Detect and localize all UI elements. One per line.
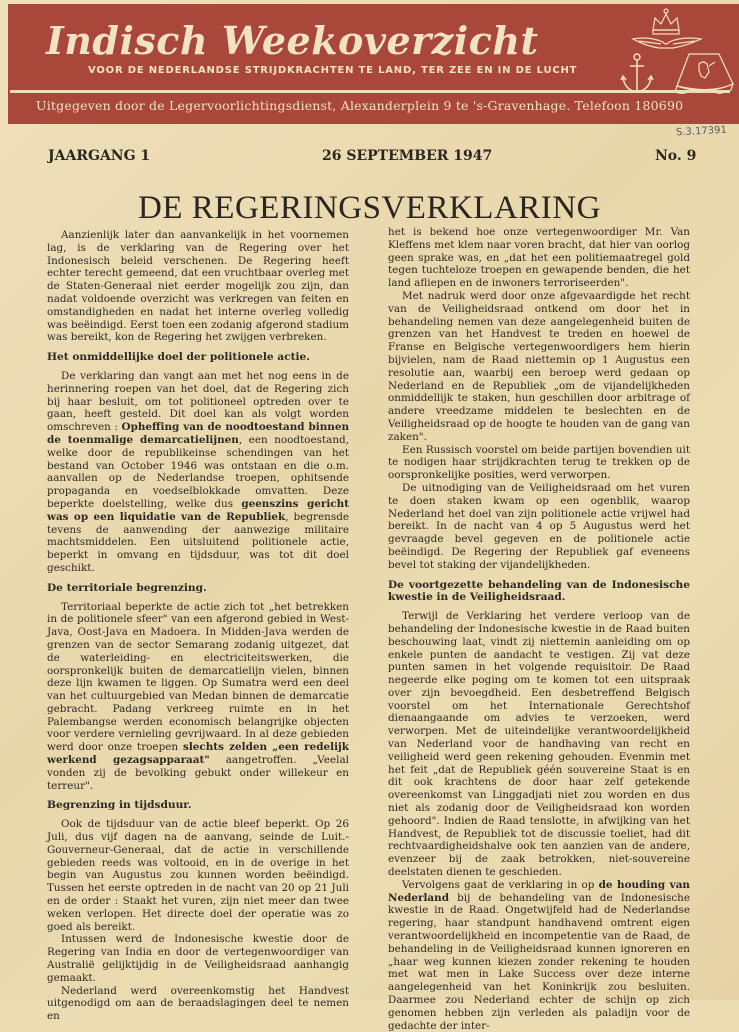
volume-label: JAARGANG 1	[48, 148, 151, 164]
paragraph: Nederland werd overeenkomstig het Handvest uitgenodigd om aan de beraadslagingen deel te nemen en	[47, 984, 349, 1023]
anchor-icon	[621, 54, 653, 92]
paragraph: Een Russisch voorstel om beide partijen bovendien uit te nodigen haar strijdkrachten terug te trekken op de oorspronkelijke posities, werd verworpen.	[388, 443, 690, 482]
paragraph	[388, 879, 690, 1032]
masthead-banner	[8, 4, 739, 124]
article-headline: DE REGERINGSVERKLARING	[138, 190, 601, 226]
text-run: , een noodtoestand, welke door de republikeinse schendingen van het bestand van October 1946 was ontstaan en die o.m. aanvallen op de Nederlandse troepen, ophitsende propaganda en voedselblokkade omvatten. Deze beperkte doelstelling, welke dus	[47, 433, 349, 510]
text-run: Vervolgens gaat de verklaring in op	[402, 878, 599, 891]
article-column-right	[388, 226, 690, 1032]
section-heading: De territoriale begrenzing.	[47, 581, 207, 594]
section-heading: Het onmiddellijke doel der politionele actie.	[47, 351, 310, 364]
bold-text-run: geenszins gericht was op een liquidatie van de Republiek	[47, 497, 349, 523]
issue-date: 26 SEPTEMBER 1947	[322, 148, 493, 164]
paragraph: Met nadruk werd door onze afgevaardigde het recht van de Veiligheidsraad ontkend om door het in behandeling nemen van deze aangelegenheid buiten de grenzen van het Handvest te treden en hoewel de Franse en Belgische vertegenwoordigers hem hierin bijvielen, nam de Raad niettemin op 1 Augustus een resolutie aan, waarbij een beroep werd gedaan op Nederland en de Republiek „om de vijandelijkheden onmiddellijk te staken, hun geschillen door arbitrage of andere vreedzame middelen te beslechten en de Veiligheidsraad op de hoogte te houden van de gang van zaken".	[388, 289, 690, 443]
lion-shield-icon	[675, 54, 733, 94]
emblem-svg	[611, 6, 739, 94]
bold-text-run: slechts zelden „een redelijk werkend gezagsapparaat"	[47, 741, 349, 767]
newspaper-subtitle: VOOR DE NEDERLANDSE STRIJDKRACHTEN TE LAND, TER ZEE EN IN DE LUCHT	[88, 65, 578, 76]
text-run: Territoriaal beperkte de actie zich tot „het betrekken in de politionele sfeer" van een afgerond gebied in West-Java, Oost-Java en Madoera. In Midden-Java werden de grenzen van de sector Semarang zodanig uitgezet, dat de waterleiding- en electriciteitswerken, die oorspronkelijk buiten de demarcatielijn vielen, binnen deze lijn kwamen te liggen. Op Sumatra werd een deel van het cultuurgebied van Medan binnen de demarcatie gebracht. Padang verkreeg ruimte en in het Palembangse werden economisch belangrijke objecten voor verdere vernieling gevrijwaard. In al deze gebieden werd door onze troepen	[47, 600, 349, 754]
wings-icon	[633, 38, 701, 48]
section-heading: De voortgezette behandeling van de Indonesische kwestie in de Veiligheidsraad.	[388, 578, 690, 604]
text-run: , begrensde tevens de aanwending der aanwezige militaire machtsmiddelen. Een uitsluitend politionele actie, beperkt in omvang en tijdsduur, was tot dit doel geschikt.	[47, 510, 349, 574]
paragraph	[47, 370, 349, 575]
text-run: aangetroffen. „Veelal vonden zij de bevolking gebukt onder willekeur en terreur".	[47, 754, 349, 792]
paragraph: Terwijl de Verklaring het verdere verloop van de behandeling der Indonesische kwestie in de Raad buiten beschouwing laat, vindt zij niettemin aanleiding om op enkele punten de aandacht te vestigen. Zij vat deze punten samen in het volgende requisitoir. De Raad negeerde elke poging om te komen tot een uitspraak over zijn bevoegdheid. Een desbetreffend Belgisch voorstel om het Internationale Gerechtshof dienaangaande om advies te verzoeken, werd verworpen. Met de uiteindelijke verantwoordelijkheid van Nederland voor de handhaving van recht en veiligheid werd geen rekening gehouden. Evenmin met het feit „dat de Republiek géén souvereine Staat is en dit ook krachtens de door haar zelf getekende overeenkomst van Linggadjati niet zou worden en dus niet als zodanig door de Veiligheidsraad kon worden gehoord". Indien de Raad tenslotte, in afwijking van het Handvest, de Republiek tot de discussie toeliet, had dit rechtvaardigheidshalve ook ten aanzien van de andere, evenzeer bij de zaak betrokken, niet-souvereine deelstaten dienen te geschieden.	[388, 610, 690, 879]
paragraph: het is bekend hoe onze vertegenwoordiger Mr. Van Kleffens met klem naar voren bracht, dat hier van oorlog geen sprake was, en „dat het een politiemaatregel gold tegen tuchteloze troepen en gewapende benden, die het land afliepen en de inwoners terroriseerden".	[388, 226, 690, 290]
bold-text-run: Opheffing van de noodtoestand binnen de toenmalige demarcatielijnen	[47, 421, 349, 446]
bold-text-run: de houding van Nederland	[388, 878, 690, 904]
paragraph: Ook de tijdsduur van de actie bleef beperkt. Op 26 Juli, dus vijf dagen na de aanvang, seinde de Luit.-Gouverneur-Generaal, dat de actie in verschillende gebieden reeds was voltooid, en in de overige in het begin van Augustus zou kunnen worden beëindigd. Tussen het eerste optreden in de nacht van 20 op 21 Juli en de order : Staakt het vuren, zijn niet meer dan twee weken verlopen. Het directe doel der operatie was zo goed als bereikt.	[47, 818, 349, 933]
handwritten-archive-number: S.3.17391	[675, 124, 728, 139]
emblem-group	[611, 6, 739, 94]
paragraph: Intussen werd de Indonesische kwestie door de Regering van India en door de vertegenwoordiger van Australië gelijktijdig in de Veiligheidsraad aanhangig gemaakt.	[47, 933, 349, 984]
paragraph: Aanzienlijk later dan aanvankelijk in het voornemen lag, is de verklaring van de Regering over het Indonesisch beleid verschenen. De Regering heeft echter terecht gemeend, dat een vruchtbaar overleg met de Staten-Generaal niet eerder mogelijk zou zijn, dan nadat voldoende overzicht was verkregen van feiten en omstandigheden en nadat het interne overleg volledig was beëindigd. Eerst toen een zodanig afgerond stadium was bereikt, kon de Regering het zwijgen verbreken.	[47, 229, 349, 344]
paragraph: De uitnodiging van de Veiligheidsraad om het vuren te doen staken kwam op een ogenblik, waarop Nederland het doel van zijn politionele actie vrijwel had bereikt. In de nacht van 4 op 5 Augustus werd het gevraagde bevel gegeven en de politionele actie beëindigd. De Regering der Republiek gaf eveneens bevel tot staking der vijandelijkheden.	[388, 481, 690, 571]
crown-icon	[653, 9, 679, 34]
text-run: De verklaring dan vangt aan met het nog eens in de herinnering roepen van het doel, dat de Regering zich bij haar besluit, om tot politioneel optreden over te gaan, heeft gesteld. Dit doel kan als volgt worden omschreven :	[47, 369, 349, 434]
section-heading: Begrenzing in tijdsduur.	[47, 799, 192, 812]
paragraph	[47, 601, 349, 793]
publisher-line: Uitgegeven door de Legervoorlichtingsdienst, Alexanderplein 9 te 's-Gravenhage. Telefoon 180690	[36, 98, 684, 113]
article-column-left	[47, 229, 349, 1023]
text-run: bij de behandeling van de Indonesische kwestie in de Raad. Ongetwijfeld had de Nederlandse regering, haar standpunt handhavend omtrent eigen verantwoordelijkheid en incompetentie van de Raad, de behandeling in de Veiligheidsraad kunnen ignoreren en „haar weg kunnen kiezen zonder rekening te houden met wat men in Lake Success over deze interne aangelegenheid van het Koninkrijk zou besluiten. Daarmee zou Nederland echter de schijn op zich genomen hebben zijn verleden als paladijn voor de gedachte der inter-	[388, 891, 690, 1032]
issue-number: No. 9	[655, 148, 697, 164]
newspaper-title: Indisch Weekoverzicht	[46, 18, 539, 63]
